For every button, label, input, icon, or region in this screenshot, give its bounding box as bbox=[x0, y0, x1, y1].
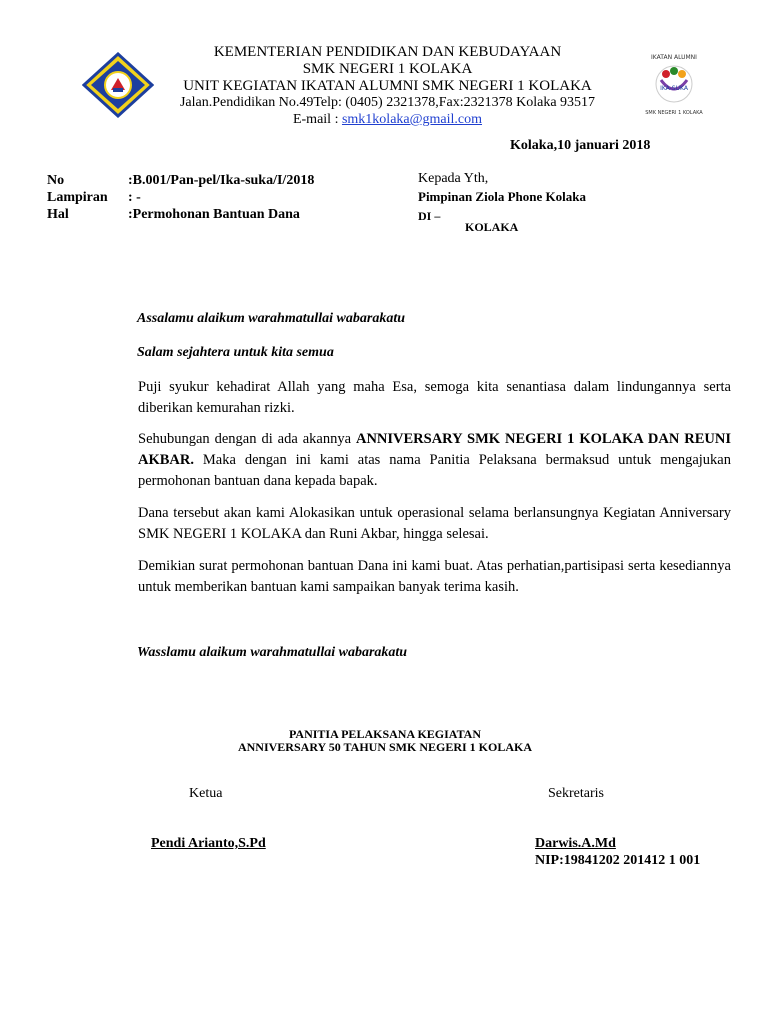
paragraph-2-intro: Sehubungan dengan di ada akannya bbox=[138, 431, 356, 447]
event-name: ANNIVERSARY SMK NEGERI 1 KOLAKA DAN REUNI AKBAR. bbox=[138, 431, 731, 468]
greeting-opening: Assalamu alaikum warahmatullai wabarakatu bbox=[137, 311, 406, 326]
paragraph-3: Dana tersebut akan kami Alokasikan untuk operasional selama berlansungnya Kegiatan Anniversary SMK NEGERI 1 KOLAKA dan Runi Akbar, hingga selesai. bbox=[138, 505, 731, 542]
paragraph-2-rest: Maka dengan ini kami atas nama Panitia Pelaksana bermaksud untuk mengajukan permohonan bantuan dana kepada bapak. bbox=[138, 452, 731, 489]
email-link[interactable]: smk1kolaka@gmail.com bbox=[341, 112, 483, 127]
school-logo bbox=[82, 52, 154, 118]
hal-value: :Permohonan Bantuan Dana bbox=[128, 207, 300, 222]
recipient-di: DI – bbox=[418, 209, 441, 223]
letter-date: Kolaka,10 januari 2018 bbox=[510, 138, 651, 153]
chair-name: Pendi Arianto,S.Pd bbox=[151, 836, 266, 851]
greeting-closing: Wasslamu alaikum warahmatullai wabarakatu bbox=[137, 645, 408, 660]
svg-text:IKATAN ALUMNI: IKATAN ALUMNI bbox=[651, 54, 697, 61]
email-line bbox=[150, 111, 625, 129]
recipient-kepada: Kepada Yth, bbox=[418, 171, 489, 186]
recipient-name: Pimpinan Ziola Phone Kolaka bbox=[418, 189, 586, 204]
no-value: :B.001/Pan-pel/Ika-suka/I/2018 bbox=[128, 173, 315, 188]
school-name: SMK NEGERI 1 KOLAKA bbox=[302, 61, 473, 77]
lampiran-label: Lampiran bbox=[47, 190, 108, 205]
unit-name: UNIT KEGIATAN IKATAN ALUMNI SMK NEGERI 1 KOLAKA bbox=[183, 78, 592, 94]
paragraph-2 bbox=[138, 429, 731, 492]
email-label: E-mail : bbox=[292, 112, 342, 127]
secretary-title: Sekretaris bbox=[548, 786, 604, 801]
greeting-salam: Salam sejahtera untuk kita semua bbox=[137, 345, 334, 360]
hal-label: Hal bbox=[47, 207, 69, 222]
secretary-name: Darwis.A.Md bbox=[535, 836, 616, 851]
committee-line-1: PANITIA PELAKSANA KEGIATAN bbox=[288, 727, 482, 741]
paragraph-1: Puji syukur kehadirat Allah yang maha Esa, semoga kita senantiasa dalam lindungannya serta diberikan kemurahan rizki. bbox=[138, 379, 731, 416]
secretary-nip: NIP:19841202 201412 1 001 bbox=[535, 853, 701, 868]
ministry-name: KEMENTERIAN PENDIDIKAN DAN KEBUDAYAAN bbox=[213, 44, 562, 60]
no-label: No bbox=[47, 173, 65, 188]
lampiran-value: : - bbox=[128, 190, 141, 205]
recipient-city: KOLAKA bbox=[465, 220, 519, 234]
chair-title: Ketua bbox=[189, 786, 223, 801]
svg-text:SMK NEGERI 1 KOLAKA: SMK NEGERI 1 KOLAKA bbox=[645, 110, 703, 116]
svg-text:IKA-SUKA: IKA-SUKA bbox=[660, 85, 688, 92]
paragraph-4: Demikian surat permohonan bantuan Dana ini kami buat. Atas perhatian,partisipasi serta kesediannya untuk memberikan bantuan kami sampaikan banyak terima kasih. bbox=[138, 558, 731, 595]
address: Jalan.Pendidikan No.49Telp: (0405) 2321378,Fax:2321378 Kolaka 93517 bbox=[179, 95, 596, 110]
alumni-logo bbox=[633, 50, 715, 118]
committee-line-2: ANNIVERSARY 50 TAHUN SMK NEGERI 1 KOLAKA bbox=[237, 740, 533, 754]
